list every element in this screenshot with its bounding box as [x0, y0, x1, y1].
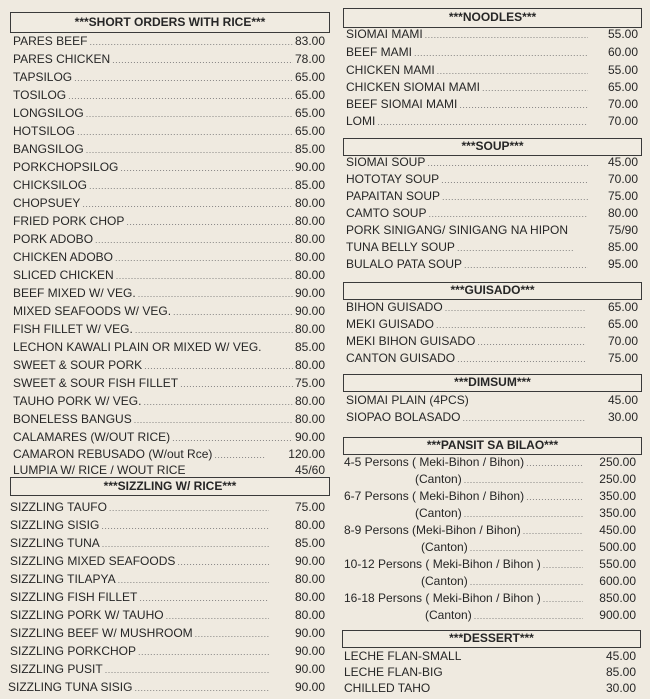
item-name: SIOMAI SOUP [346, 155, 426, 169]
menu-item [13, 268, 325, 283]
item-price: 90.00 [294, 430, 325, 444]
menu-item [8, 680, 325, 695]
leader-dots [425, 28, 588, 42]
item-price: 90.00 [294, 286, 325, 300]
menu-item [346, 317, 638, 332]
leader-dots [462, 411, 585, 425]
item-name: (Canton) [415, 506, 462, 520]
leader-dots [470, 575, 584, 589]
menu-item [346, 223, 638, 237]
item-name: 4-5 Persons ( Meki-Bihon / Bihon) [344, 455, 525, 469]
leader-dots [74, 71, 293, 85]
item-name: LECHE FLAN-SMALL [344, 649, 462, 663]
leader-dots [116, 269, 293, 283]
item-price: 85.00 [294, 178, 325, 192]
item-price: 78.00 [294, 52, 325, 66]
item-name: CHICKSILOG [13, 178, 88, 192]
leader-dots [120, 161, 293, 175]
item-price: 80.00 [294, 268, 325, 282]
leader-dots [138, 287, 293, 301]
item-price: 900.00 [599, 608, 636, 622]
menu-item [425, 608, 636, 623]
menu-item [13, 52, 325, 67]
item-name: LECHE FLAN-BIG [344, 665, 443, 679]
leader-dots [77, 125, 293, 139]
item-price: 85.00 [294, 536, 325, 550]
menu-item [13, 394, 325, 409]
item-price: 65.00 [294, 106, 325, 120]
item-name: BEEF MAMI [346, 45, 413, 59]
leader-dots [101, 519, 269, 533]
item-name: TAUHO PORK W/ VEG. [13, 394, 142, 408]
item-name: CAMTO SOUP [346, 206, 427, 220]
item-name: SIZZLING FISH FILLET [10, 590, 138, 604]
leader-dots [436, 318, 586, 332]
item-name: SIZZLING PUSIT [10, 662, 103, 676]
item-price: 80.00 [607, 206, 638, 220]
leader-dots [138, 645, 269, 659]
leader-dots [428, 207, 588, 221]
menu-item [344, 523, 636, 538]
item-name: BONELESS BANGUS [13, 412, 132, 426]
item-price: 55.00 [607, 63, 638, 77]
menu-item [13, 142, 325, 157]
item-price: 90.00 [294, 160, 325, 174]
leader-dots [177, 555, 269, 569]
item-price: 550.00 [599, 557, 636, 571]
item-price: 90.00 [294, 662, 325, 676]
leader-dots [442, 190, 588, 204]
section-header-sizzling: ***SIZZLING W/ RICE*** [10, 477, 330, 496]
section-header-noodles: ***NOODLES*** [343, 8, 642, 28]
menu-item [346, 300, 638, 315]
leader-dots [172, 431, 293, 445]
item-name: CAMARON REBUSADO (W/out Rce) [13, 447, 213, 461]
menu-item [346, 114, 638, 129]
item-price: 70.00 [607, 172, 638, 186]
leader-dots [86, 107, 293, 121]
leader-dots [166, 609, 269, 623]
menu-item [346, 393, 638, 407]
menu-item [10, 608, 325, 623]
menu-item [13, 358, 325, 373]
menu-item [346, 45, 638, 60]
item-name: PARES BEEF [13, 34, 88, 48]
item-price: 90.00 [294, 626, 325, 640]
menu-item [13, 196, 325, 211]
item-name: SIOMAI PLAIN (4PCS) [346, 393, 469, 407]
item-name: CHICKEN SIOMAI MAMI [346, 80, 481, 94]
leader-dots [95, 233, 293, 247]
leader-dots [102, 537, 269, 551]
item-name: SIZZLING BEEF W/ MUSHROOM [10, 626, 193, 640]
leader-dots [474, 609, 584, 623]
menu-item [13, 70, 325, 85]
item-price: 60.00 [607, 45, 638, 59]
item-name: MIXED SEAFOODS W/ VEG. [13, 304, 172, 318]
menu-item [346, 206, 638, 221]
item-name: FISH FILLET W/ VEG. [13, 322, 133, 336]
item-price: 85.00 [294, 340, 325, 354]
item-name: CHICKEN ADOBO [13, 250, 114, 264]
menu-item [13, 447, 325, 462]
item-name: (Canton) [421, 574, 468, 588]
menu-item [13, 376, 325, 391]
item-name: BANGSILOG [13, 142, 84, 156]
menu-item [13, 430, 325, 445]
item-name: 6-7 Persons ( Meki-Bihon / Bihon) [344, 489, 525, 503]
leader-dots [144, 359, 293, 373]
right-column [335, 0, 650, 699]
leader-dots [112, 53, 293, 67]
item-name: (Canton) [421, 540, 468, 554]
leader-dots [139, 591, 269, 605]
menu-item [344, 455, 636, 470]
item-name: SIZZLING PORKCHOP [10, 644, 137, 658]
item-price: 65.00 [294, 88, 325, 102]
leader-dots [105, 663, 269, 677]
item-price: 85.00 [605, 665, 636, 679]
leader-dots [82, 197, 293, 211]
leader-dots [457, 241, 574, 255]
menu-item [344, 665, 636, 679]
menu-item [346, 334, 638, 349]
menu-item [346, 63, 638, 78]
leader-dots [459, 98, 588, 112]
leader-dots [214, 448, 266, 462]
item-name: LUMPIA W/ RICE / WOUT RICE [13, 463, 186, 477]
menu-item [13, 463, 325, 477]
menu-item [13, 286, 325, 301]
leader-dots [543, 592, 584, 606]
leader-dots [126, 215, 293, 229]
item-name: MEKI BIHON GUISADO [346, 334, 476, 348]
item-price: 75/90 [607, 223, 638, 237]
item-name: PAPAITAN SOUP [346, 189, 441, 203]
leader-dots [89, 179, 293, 193]
section-header-guisado: ***GUISADO*** [343, 282, 642, 300]
item-name: LOMI [346, 114, 376, 128]
item-name: PARES CHICKEN [13, 52, 111, 66]
leader-dots [377, 115, 588, 129]
item-price: 65.00 [607, 300, 638, 314]
item-price: 75.00 [294, 376, 325, 390]
item-name: (Canton) [425, 608, 472, 622]
item-name: BEEF MIXED W/ VEG. [13, 286, 136, 300]
item-price: 80.00 [294, 412, 325, 426]
item-name: SIZZLING PORK W/ TAUHO [10, 608, 164, 622]
item-price: 70.00 [607, 97, 638, 111]
item-name: 10-12 Persons ( Meki-Bihon / Bihon ) [344, 557, 541, 571]
item-name: TUNA BELLY SOUP [346, 240, 455, 254]
menu-item [10, 536, 325, 551]
menu-item [10, 626, 325, 641]
leader-dots [86, 143, 293, 157]
section-header-soup: ***SOUP*** [343, 138, 642, 156]
menu-item [10, 590, 325, 605]
item-price: 90.00 [294, 644, 325, 658]
item-name: SIZZLING TILAPYA [10, 572, 116, 586]
item-price: 120.00 [288, 447, 325, 461]
item-price: 80.00 [294, 232, 325, 246]
item-name: SIZZLING TUNA SISIG [8, 680, 133, 694]
menu-item [415, 472, 636, 487]
item-price: 75.00 [607, 351, 638, 365]
item-name: SIZZLING MIXED SEAFOODS [10, 554, 176, 568]
item-name: BEEF SIOMAI MAMI [346, 97, 458, 111]
item-price: 80.00 [294, 518, 325, 532]
item-name: SLICED CHICKEN [13, 268, 114, 282]
item-price: 80.00 [294, 590, 325, 604]
menu-item [13, 232, 325, 247]
menu-item [346, 189, 638, 204]
leader-dots [143, 395, 293, 409]
item-name: PORK SINIGANG/ SINIGANG NA HIPON [346, 223, 569, 237]
item-price: 80.00 [294, 214, 325, 228]
leader-dots [68, 89, 293, 103]
item-price: 45/60 [294, 463, 325, 477]
item-price: 80.00 [294, 608, 325, 622]
menu-item [13, 178, 325, 193]
leader-dots [526, 456, 583, 470]
item-price: 450.00 [599, 523, 636, 537]
item-name: LECHON KAWALI PLAIN OR MIXED W/ VEG. [13, 340, 262, 354]
item-name: CALAMARES (W/OUT RICE) [13, 430, 171, 444]
menu-item [10, 572, 325, 587]
leader-dots [464, 507, 584, 521]
leader-dots [477, 335, 586, 349]
item-price: 30.00 [605, 681, 636, 695]
leader-dots [427, 156, 588, 170]
menu-item [346, 80, 638, 95]
item-price: 75.00 [607, 189, 638, 203]
item-name: SIOMAI MAMI [346, 27, 423, 41]
menu-item [13, 322, 325, 337]
menu-item [346, 410, 638, 425]
item-price: 250.00 [599, 472, 636, 486]
menu-item [13, 160, 325, 175]
menu-item [415, 506, 636, 521]
item-name: TOSILOG [13, 88, 67, 102]
item-price: 350.00 [599, 489, 636, 503]
item-price: 30.00 [607, 410, 638, 424]
item-price: 850.00 [599, 591, 636, 605]
item-name: SWEET & SOUR PORK [13, 358, 143, 372]
item-price: 70.00 [607, 334, 638, 348]
item-name: CANTON GUISADO [346, 351, 456, 365]
section-header-pansit-sa-bilao: ***PANSIT SA BILAO*** [343, 437, 642, 455]
menu-item [344, 557, 636, 572]
menu-item [346, 27, 638, 42]
item-name: SIZZLING SISIG [10, 518, 100, 532]
item-price: 80.00 [294, 196, 325, 210]
menu-item [344, 681, 636, 695]
menu-item [344, 489, 636, 504]
item-price: 83.00 [294, 34, 325, 48]
leader-dots [523, 524, 584, 538]
item-price: 600.00 [599, 574, 636, 588]
leader-dots [173, 305, 293, 319]
leader-dots [135, 323, 293, 337]
item-price: 75.00 [294, 500, 325, 514]
item-name: TAPSILOG [13, 70, 73, 84]
item-price: 65.00 [607, 80, 638, 94]
leader-dots [482, 81, 588, 95]
menu-item [13, 214, 325, 229]
leader-dots [118, 573, 269, 587]
item-name: SIZZLING TAUFO [10, 500, 107, 514]
item-name: CHICKEN MAMI [346, 63, 435, 77]
section-header-dimsum: ***DIMSUM*** [343, 374, 642, 392]
menu-item [13, 340, 325, 354]
menu-item [346, 155, 638, 170]
item-price: 80.00 [294, 250, 325, 264]
menu-item [13, 250, 325, 265]
leader-dots [115, 251, 293, 265]
menu-item [10, 554, 325, 569]
item-price: 95.00 [607, 257, 638, 271]
item-name: CHILLED TAHO [344, 681, 431, 695]
item-name: FRIED PORK CHOP [13, 214, 125, 228]
item-price: 65.00 [607, 317, 638, 331]
item-name: SIOPAO BOLASADO [346, 410, 461, 424]
item-price: 45.00 [607, 155, 638, 169]
item-price: 80.00 [294, 358, 325, 372]
leader-dots [89, 35, 293, 49]
menu-item [346, 351, 638, 366]
menu-item [421, 574, 636, 589]
menu-item [10, 500, 325, 515]
menu-item [13, 106, 325, 121]
section-header-dessert: ***DESSERT*** [342, 630, 641, 648]
leader-dots [195, 627, 269, 641]
item-name: CHOPSUEY [13, 196, 81, 210]
menu-item [10, 518, 325, 533]
item-name: BIHON GUISADO [346, 300, 443, 314]
menu-item [13, 304, 325, 319]
item-price: 350.00 [599, 506, 636, 520]
item-name: HOTOTAY SOUP [346, 172, 440, 186]
item-price: 500.00 [599, 540, 636, 554]
menu-item [346, 172, 638, 187]
section-header-short-orders: ***SHORT ORDERS WITH RICE*** [10, 12, 330, 33]
item-name: PORK ADOBO [13, 232, 94, 246]
item-name: MEKI GUISADO [346, 317, 435, 331]
leader-dots [441, 173, 588, 187]
item-price: 250.00 [599, 455, 636, 469]
item-price: 70.00 [607, 114, 638, 128]
item-price: 90.00 [294, 554, 325, 568]
item-name: SWEET & SOUR FISH FILLET [13, 376, 179, 390]
menu-item [344, 591, 636, 606]
leader-dots [109, 501, 269, 515]
item-price: 80.00 [294, 572, 325, 586]
leader-dots [457, 352, 586, 366]
leader-dots [464, 258, 588, 272]
menu-item [13, 412, 325, 427]
menu-item [10, 644, 325, 659]
leader-dots [464, 473, 584, 487]
item-name: SIZZLING TUNA [10, 536, 100, 550]
item-name: BULALO PATA SOUP [346, 257, 463, 271]
leader-dots [543, 558, 584, 572]
item-price: 90.00 [294, 304, 325, 318]
leader-dots [437, 64, 588, 78]
item-price: 45.00 [607, 393, 638, 407]
menu-item [346, 240, 638, 255]
leader-dots [134, 413, 293, 427]
leader-dots [414, 46, 588, 60]
item-name: HOTSILOG [13, 124, 76, 138]
item-name: LONGSILOG [13, 106, 84, 120]
menu-item [13, 88, 325, 103]
menu-item [13, 34, 325, 49]
item-price: 85.00 [294, 142, 325, 156]
leader-dots [526, 490, 583, 504]
leader-dots [445, 301, 586, 315]
item-price: 85.00 [607, 240, 638, 254]
item-price: 65.00 [294, 70, 325, 84]
leader-dots [134, 681, 268, 695]
item-price: 65.00 [294, 124, 325, 138]
menu-item [13, 124, 325, 139]
menu-item [421, 540, 636, 555]
item-price: 80.00 [294, 394, 325, 408]
menu-item [344, 649, 636, 663]
item-price: 80.00 [294, 322, 325, 336]
menu-item [346, 97, 638, 112]
item-price: 45.00 [605, 649, 636, 663]
leader-dots [180, 377, 293, 391]
item-price: 55.00 [607, 27, 638, 41]
menu-item [346, 257, 638, 272]
item-price: 90.00 [294, 680, 325, 694]
item-name: (Canton) [415, 472, 462, 486]
menu-item [10, 662, 325, 677]
item-name: 8-9 Persons (Meki-Bihon / Bihon) [344, 523, 521, 537]
item-name: 16-18 Persons ( Meki-Bihon / Bihon ) [344, 591, 541, 605]
item-name: PORKCHOPSILOG [13, 160, 119, 174]
leader-dots [470, 541, 584, 555]
